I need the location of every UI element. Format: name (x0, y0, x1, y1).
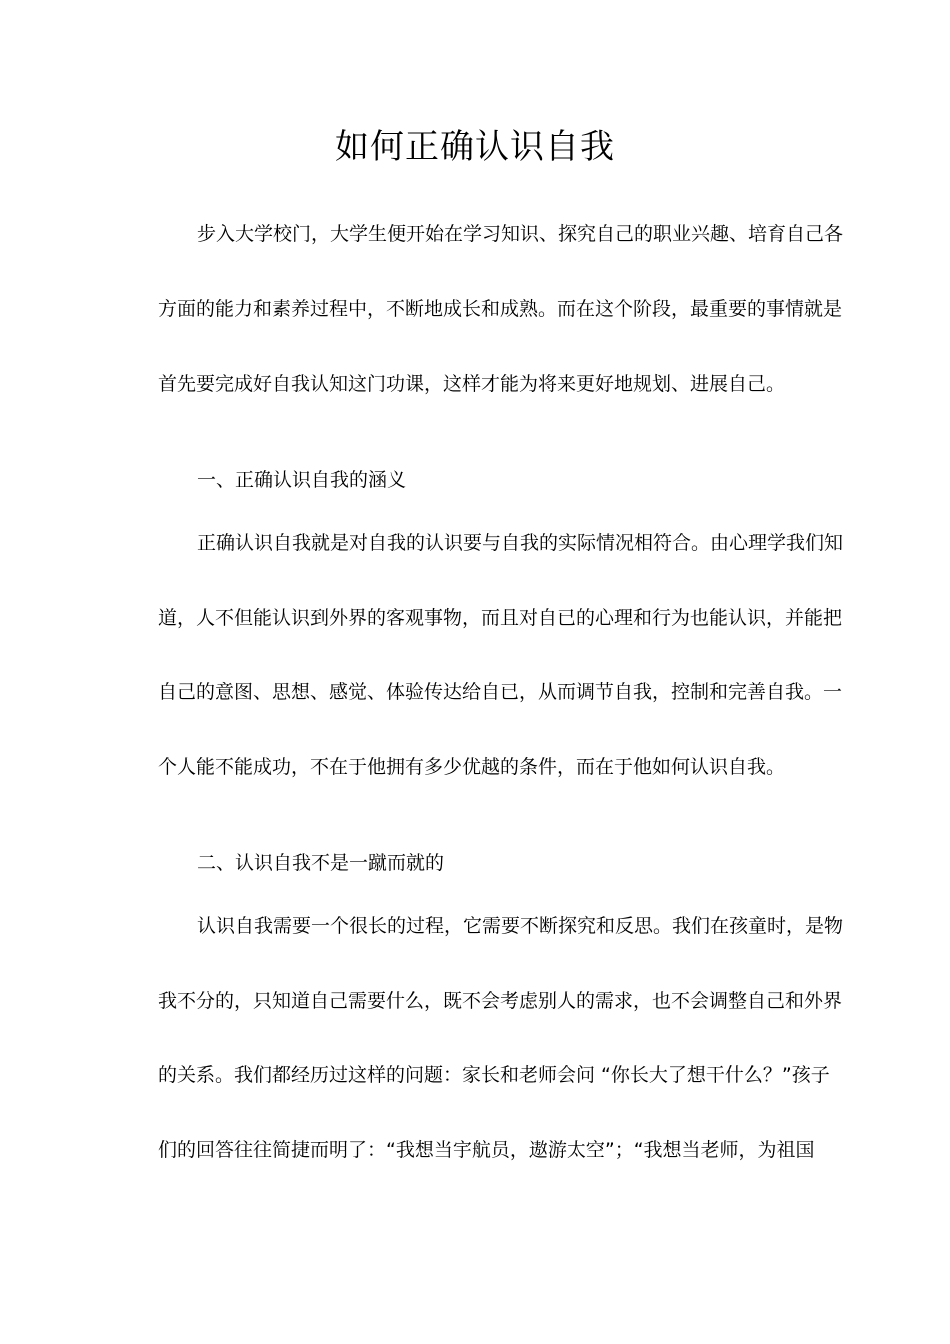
document-title: 如何正确认识自我 (335, 127, 615, 167)
paragraph-line: 我不分的，只知道自己需要什么，既不会考虑别人的需求，也不会调整自己和外界 (158, 990, 843, 1012)
paragraph-line: 道，人不但能认识到外界的客观事物，而且对自已的心理和行为也能认识，并能把 (158, 607, 843, 629)
section-heading: 一、正确认识自我的涵义 (197, 469, 407, 491)
paragraph-line: 首先要完成好自我认知这门功课，这样才能为将来更好地规划、进展自己。 (158, 373, 786, 395)
paragraph-line: 认识自我需要一个很长的过程，它需要不断探究和反思。我们在孩童时，是物 (197, 915, 844, 937)
paragraph-line: 正确认识自我就是对自我的认识要与自我的实际情况相符合。由心理学我们知 (197, 532, 844, 554)
paragraph-line: 方面的能力和素养过程中，不断地成长和成熟。而在这个阶段，最重要的事情就是 (158, 298, 843, 320)
paragraph-line: 步入大学校门，大学生便开始在学习知识、探究自己的职业兴趣、培育自己各 (197, 223, 844, 245)
paragraph-line: 个人能不能成功，不在于他拥有多少优越的条件，而在于他如何认识自我。 (158, 756, 786, 778)
paragraph-line: 的关系。我们都经历过这样的问题：家长和老师会问 “你长大了想干什么？”孩子 (158, 1064, 830, 1086)
paragraph-line: 们的回答往往简捷而明了：“我想当宇航员，遨游太空”；“我想当老师，为祖国 (158, 1139, 815, 1161)
paragraph-line: 自己的意图、思想、感觉、体验传达给自已，从而调节自我，控制和完善自我。一 (158, 681, 843, 703)
section-heading: 二、认识自我不是一蹴而就的 (197, 852, 445, 874)
